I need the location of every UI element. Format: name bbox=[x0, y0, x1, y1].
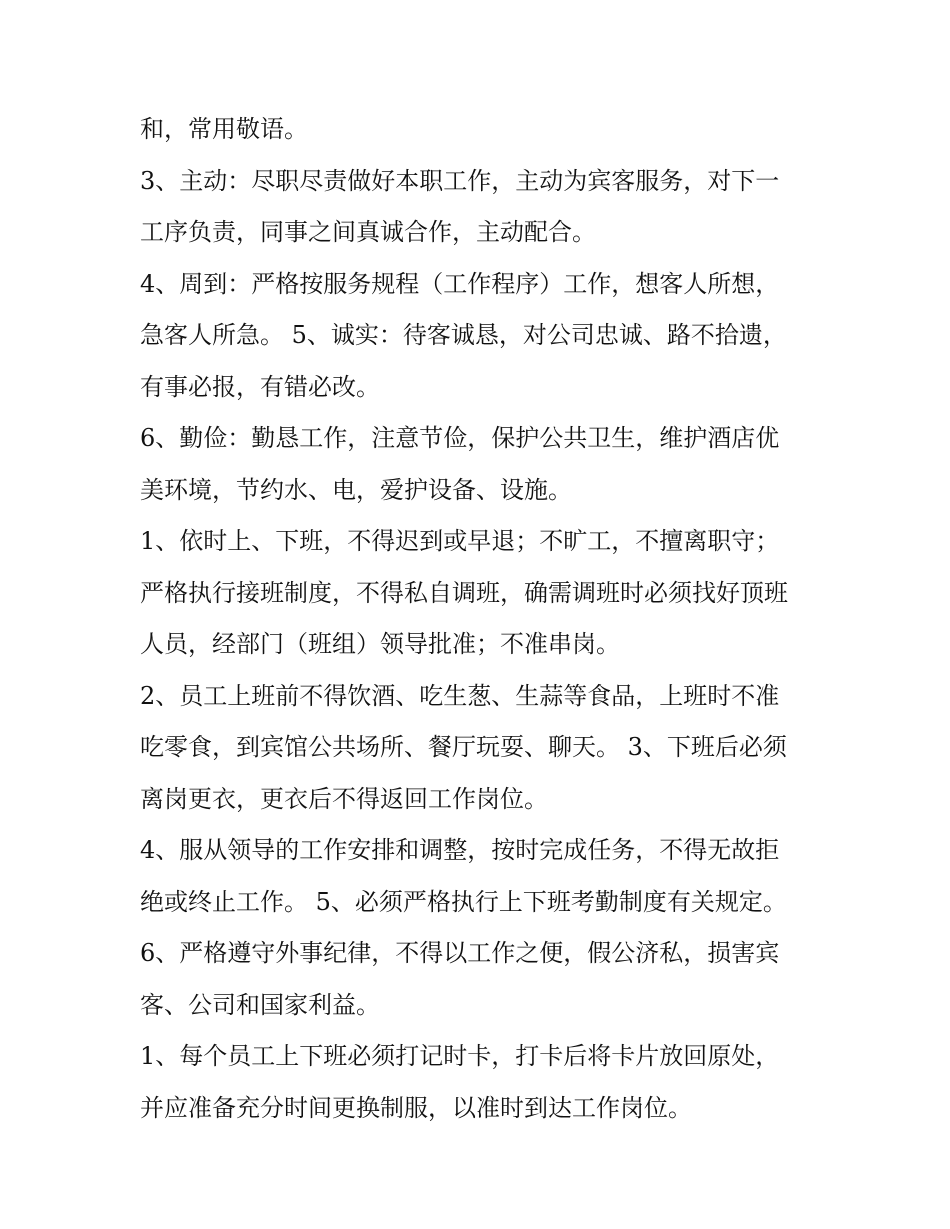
text-line: 有事必报，有错必改。 bbox=[140, 372, 380, 401]
text-line: 和，常用敬语。 bbox=[140, 115, 308, 143]
text-line: 吃零食，到宾馆公共场所、餐厅玩耍、聊天。 3、下班后必须 bbox=[140, 733, 787, 761]
text-line: 3、主动：尽职尽责做好本职工作，主动为宾客服务，对下一 bbox=[140, 166, 780, 195]
text-line: 并应准备充分时间更换制服，以准时到达工作岗位。 bbox=[140, 1093, 692, 1122]
text-line: 6、勤俭：勤恳工作，注意节俭，保护公共卫生，维护酒店优 bbox=[140, 424, 780, 452]
text-line: 客、公司和国家利益。 bbox=[140, 990, 380, 1019]
document-body bbox=[140, 104, 820, 1134]
text-line: 人员，经部门（班组）领导批准；不准串岗。 bbox=[140, 630, 620, 658]
text-line: 1、每个员工上下班必须打记时卡，打卡后将卡片放回原处， bbox=[140, 1042, 780, 1070]
text-line: 急客人所急。 5、诚实：待客诚恳，对公司忠诚、路不拾遗， bbox=[140, 321, 787, 349]
text-line: 6、严格遵守外事纪律，不得以工作之便，假公济私，损害宾 bbox=[140, 939, 780, 967]
text-line: 1、依时上、下班，不得迟到或早退；不旷工，不擅离职守； bbox=[140, 527, 780, 555]
text-line: 绝或终止工作。 5、必须严格执行上下班考勤制度有关规定。 bbox=[140, 887, 787, 916]
text-line: 4、服从领导的工作安排和调整，按时完成任务，不得无故拒 bbox=[140, 836, 780, 864]
text-line: 离岗更衣，更衣后不得返回工作岗位。 bbox=[140, 784, 548, 813]
text-line: 2、员工上班前不得饮酒、吃生葱、生蒜等食品，上班时不准 bbox=[140, 681, 780, 710]
text-line: 严格执行接班制度，不得私自调班，确需调班时必须找好顶班 bbox=[140, 578, 788, 607]
text-line: 工序负责，同事之间真诚合作，主动配合。 bbox=[140, 218, 596, 246]
text-line: 4、周到：严格按服务规程（工作程序）工作，想客人所想， bbox=[140, 269, 780, 298]
text-line: 美环境，节约水、电，爱护设备、设施。 bbox=[140, 475, 572, 504]
